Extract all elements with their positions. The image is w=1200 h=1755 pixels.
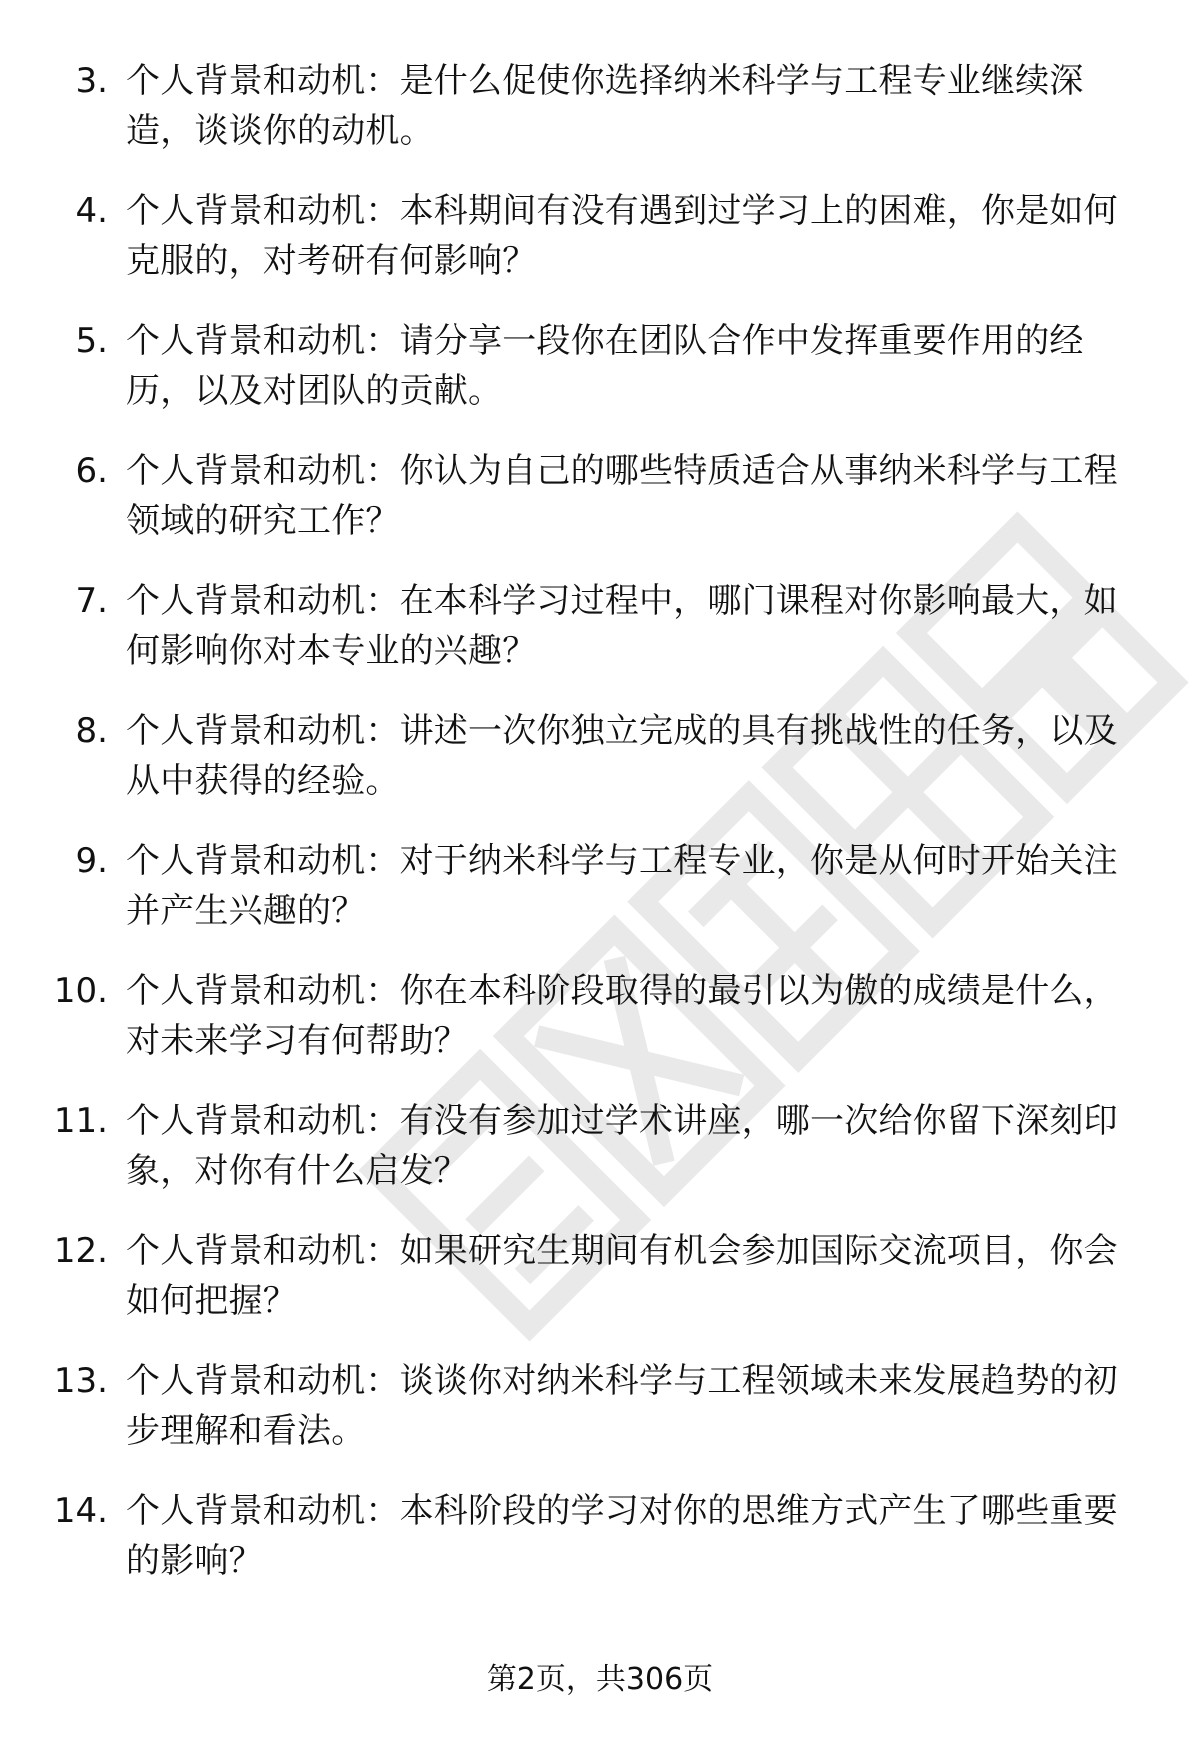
item-number: 8. xyxy=(75,711,108,751)
item-number: 11. xyxy=(53,1101,108,1141)
list-item xyxy=(52,1226,1132,1356)
item-number: 13. xyxy=(53,1361,108,1401)
item-number: 12. xyxy=(53,1231,108,1271)
list-item xyxy=(52,316,1132,446)
list-item xyxy=(52,1356,1132,1486)
list-item xyxy=(52,56,1132,186)
list-item xyxy=(52,836,1132,966)
question-list xyxy=(52,56,1132,1616)
list-item xyxy=(52,186,1132,316)
item-text: 个人背景和动机：有没有参加过学术讲座，哪一次给你留下深刻印象，对你有什么启发？ xyxy=(126,1101,1118,1191)
list-item xyxy=(52,446,1132,576)
item-number: 6. xyxy=(75,451,108,491)
item-text: 个人背景和动机：是什么促使你选择纳米科学与工程专业继续深造，谈谈你的动机。 xyxy=(126,61,1084,151)
item-text: 个人背景和动机：请分享一段你在团队合作中发挥重要作用的经历，以及对团队的贡献。 xyxy=(126,321,1084,411)
page-footer: 第2页，共306页 xyxy=(486,1662,714,1697)
list-item xyxy=(52,1096,1132,1226)
item-number: 5. xyxy=(75,321,108,361)
item-number: 4. xyxy=(75,191,108,231)
item-number: 14. xyxy=(53,1491,108,1531)
item-number: 3. xyxy=(75,61,108,101)
item-number: 7. xyxy=(75,581,108,621)
item-text: 个人背景和动机：如果研究生期间有机会参加国际交流项目，你会如何把握？ xyxy=(126,1231,1118,1321)
item-text: 个人背景和动机：谈谈你对纳米科学与工程领域未来发展趋势的初步理解和看法。 xyxy=(126,1361,1118,1451)
item-number: 10. xyxy=(53,971,108,1011)
list-item xyxy=(52,706,1132,836)
item-text: 个人背景和动机：在本科学习过程中，哪门课程对你影响最大，如何影响你对本专业的兴趣？ xyxy=(126,581,1118,671)
item-text: 个人背景和动机：本科阶段的学习对你的思维方式产生了哪些重要的影响？ xyxy=(126,1491,1118,1581)
item-text: 个人背景和动机：对于纳米科学与工程专业，你是从何时开始关注并产生兴趣的？ xyxy=(126,841,1118,931)
item-text: 个人背景和动机：本科期间有没有遇到过学习上的困难，你是如何克服的，对考研有何影响？ xyxy=(126,191,1118,281)
list-item xyxy=(52,576,1132,706)
item-text: 个人背景和动机：你在本科阶段取得的最引以为傲的成绩是什么，对未来学习有何帮助？ xyxy=(126,971,1118,1061)
list-item xyxy=(52,1486,1132,1616)
list-item xyxy=(52,966,1132,1096)
item-text: 个人背景和动机：你认为自己的哪些特质适合从事纳米科学与工程领域的研究工作？ xyxy=(126,451,1118,541)
item-number: 9. xyxy=(75,841,108,881)
item-text: 个人背景和动机：讲述一次你独立完成的具有挑战性的任务，以及从中获得的经验。 xyxy=(126,711,1118,801)
